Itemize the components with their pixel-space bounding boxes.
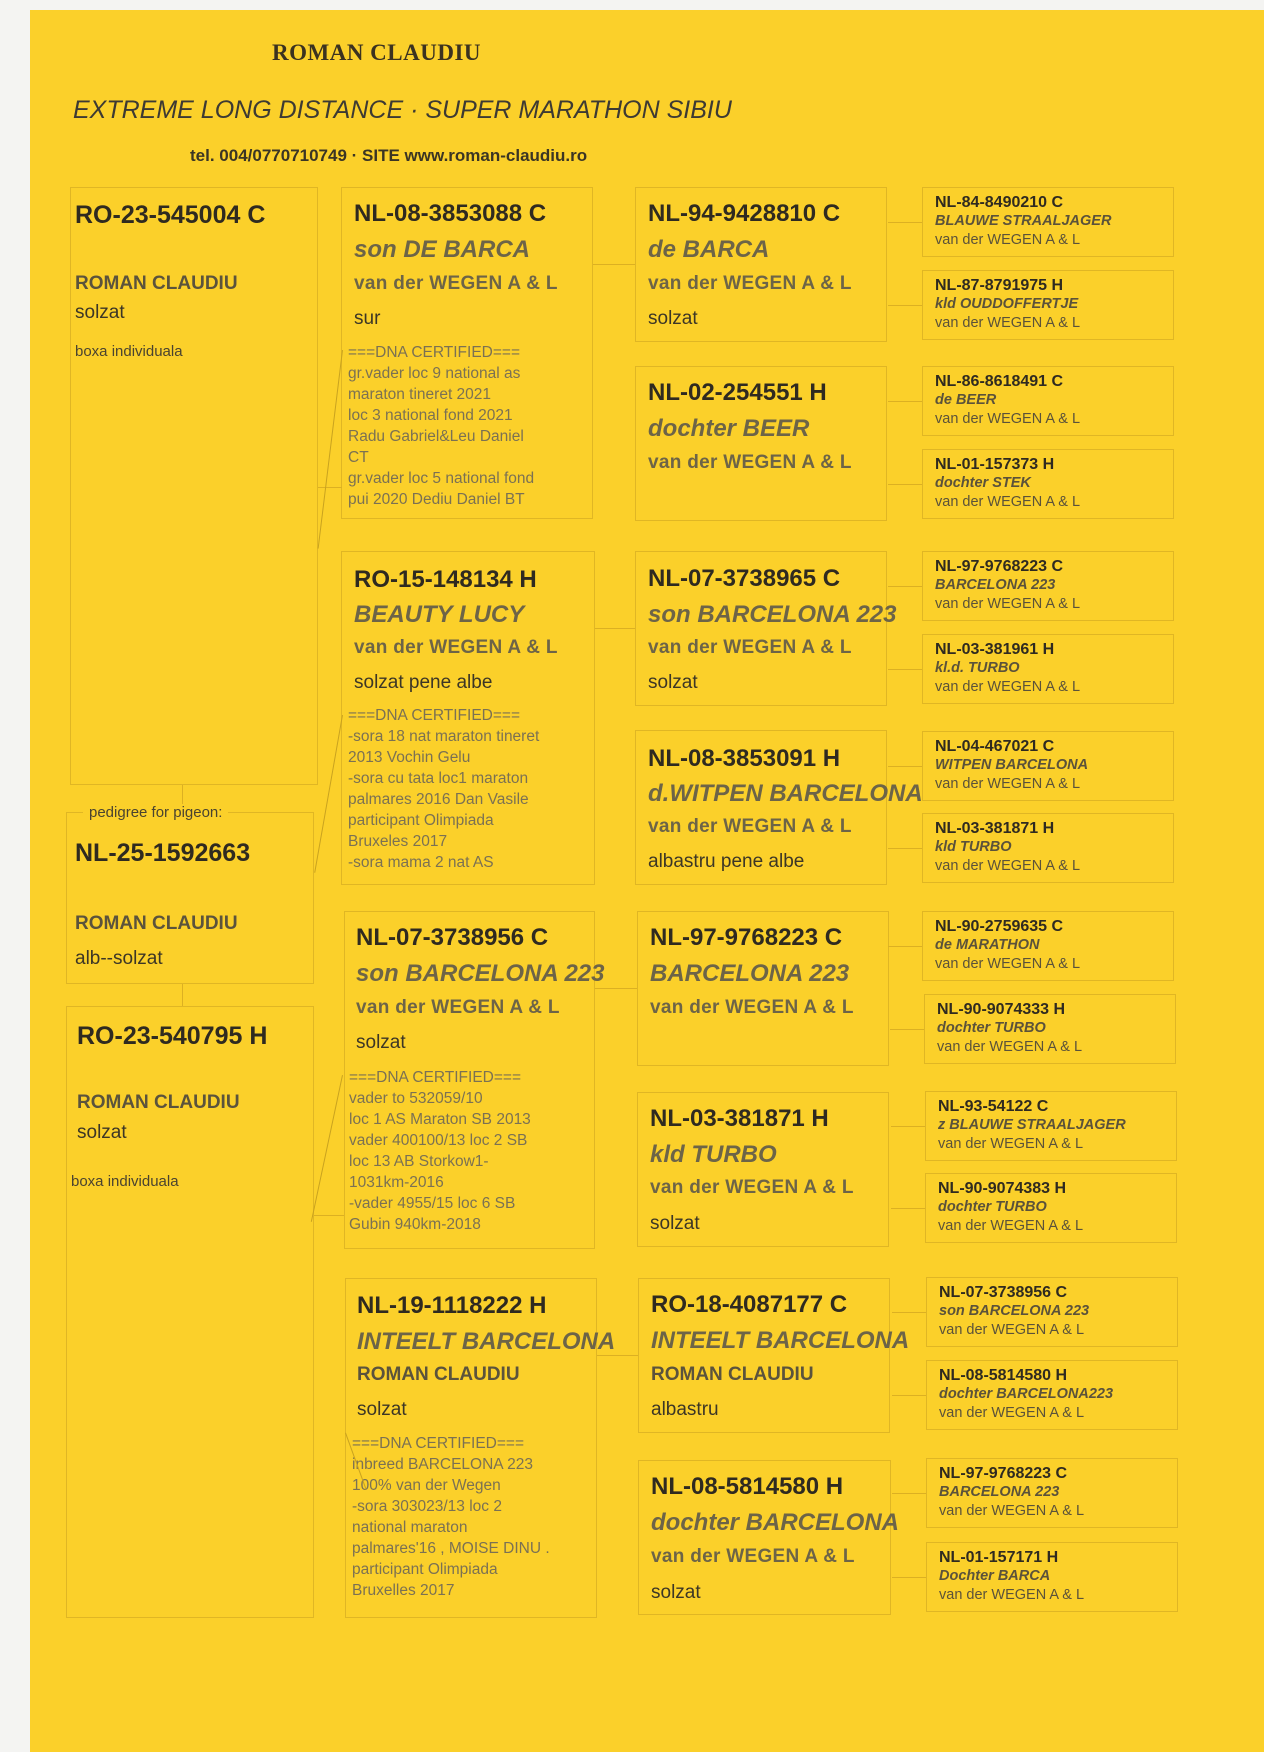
gen4-ring: NL-07-3738956 C (939, 1284, 1068, 1301)
subtitle: EXTREME LONG DISTANCE · SUPER MARATHON SIBIU (73, 96, 732, 124)
grandparent-name: INTEELT BARCELONA (357, 1328, 616, 1355)
gen4-breeder: van der WEGEN A & L (939, 1587, 1085, 1603)
gen4-name: dochter BARCELONA223 (939, 1386, 1114, 1402)
gen4-name: BARCELONA 223 (935, 577, 1056, 593)
gen4-box (922, 187, 1174, 257)
ggp-breeder: van der WEGEN A & L (648, 637, 852, 658)
gen4-box (922, 634, 1174, 704)
gen4-ring: NL-84-8490210 C (935, 194, 1064, 211)
ggp-ring: NL-08-3853091 H (648, 745, 841, 772)
gen4-breeder: van der WEGEN A & L (935, 858, 1081, 874)
gen4-ring: NL-90-9074383 H (938, 1180, 1067, 1197)
grandparent-box (344, 911, 605, 1249)
ggp-breeder: van der WEGEN A & L (648, 816, 852, 837)
ggp-ring: NL-07-3738965 C (648, 565, 841, 592)
ggp-breeder: ROMAN CLAUDIU (651, 1364, 814, 1385)
grandparent-breeder: van der WEGEN A & L (354, 273, 558, 294)
gen4-ring: NL-04-467021 C (935, 738, 1055, 755)
gen4-breeder: van der WEGEN A & L (939, 1405, 1085, 1421)
grandparent-breeder: van der WEGEN A & L (354, 637, 558, 658)
gen4-box (922, 911, 1174, 981)
gen4-ring: NL-01-157171 H (939, 1549, 1059, 1566)
gen4-name: z BLAUWE STRAALJAGER (938, 1117, 1126, 1133)
gen4-ring: NL-03-381961 H (935, 641, 1055, 658)
dam-ring: RO-23-540795 H (77, 1022, 268, 1050)
gen4-breeder: van der WEGEN A & L (935, 315, 1081, 331)
grandparent-notes: ===DNA CERTIFIED=== -sora 18 nat maraton tineret 2013 Vochin Gelu -sora cu tata loc1 maraton palmares 2016 Dan Vasile participant Olimpiada Bruxeles 2017 -sora mama 2 nat AS (348, 707, 540, 871)
gen4-ring: NL-90-2759635 C (935, 918, 1064, 935)
gen4-breeder: van der WEGEN A & L (935, 596, 1081, 612)
gen4-breeder: van der WEGEN A & L (935, 411, 1081, 427)
gen4-box (926, 1458, 1178, 1528)
ggp-name: BARCELONA 223 (650, 960, 850, 987)
gen4-breeder: van der WEGEN A & L (935, 679, 1081, 695)
sire-ring: RO-23-545004 C (75, 201, 266, 229)
contact-line: tel. 004/0770710749 · SITE www.roman-claudiu.ro (190, 146, 588, 165)
grandparent-color: solzat pene albe (354, 672, 493, 693)
gen4-box (924, 994, 1176, 1064)
gen4-ring: NL-08-5814580 H (939, 1367, 1068, 1384)
great-grandparent-box (635, 730, 923, 885)
grandparent-name: son DE BARCA (354, 236, 531, 263)
gen4-box (922, 366, 1174, 436)
great-grandparent-box (635, 187, 887, 342)
grandparent-box (345, 1278, 616, 1618)
gen4-name: de BEER (935, 392, 997, 408)
gen4-breeder: van der WEGEN A & L (939, 1503, 1085, 1519)
great-grandparent-box (637, 1092, 889, 1247)
grandparent-ring: NL-08-3853088 C (354, 200, 547, 227)
great-grandparent-box (638, 1278, 910, 1433)
grandparent-notes: ===DNA CERTIFIED=== gr.vader loc 9 national as maraton tineret 2021 loc 3 national fond 2021 Radu Gabriel&Leu Daniel CT gr.vader loc 5 national fond pui 2020 Dediu Daniel BT (348, 344, 535, 508)
gen4-ring: NL-90-9074333 H (937, 1001, 1066, 1018)
gen4-name: dochter STEK (935, 475, 1031, 491)
breeder-title: ROMAN CLAUDIU (272, 40, 482, 65)
subject-ring: NL-25-1592663 (75, 839, 251, 867)
grandparent-color: sur (354, 308, 381, 329)
sire-owner: ROMAN CLAUDIU (75, 273, 238, 294)
ggp-breeder: van der WEGEN A & L (648, 452, 852, 473)
gen4-name: de MARATHON (935, 937, 1040, 953)
ggp-breeder: van der WEGEN A & L (650, 997, 854, 1018)
great-grandparent-box (638, 1460, 900, 1615)
grandparent-ring: RO-15-148134 H (354, 566, 537, 593)
grandparent-color: solzat (357, 1399, 407, 1420)
grandparent-ring: NL-19-1118222 H (357, 1292, 547, 1319)
ggp-color: albastru pene albe (648, 851, 805, 872)
great-grandparent-box (637, 911, 889, 1066)
grandparent-color: solzat (356, 1032, 406, 1053)
dam-owner: ROMAN CLAUDIU (77, 1092, 240, 1113)
gen4-box (922, 731, 1174, 801)
ggp-ring: NL-02-254551 H (648, 379, 827, 406)
subject-box (66, 804, 314, 984)
sire-note: boxa individuala (75, 343, 183, 360)
ggp-name: de BARCA (648, 236, 770, 263)
gen4-ring: NL-93-54122 C (938, 1098, 1049, 1115)
ggp-name: dochter BARCELONA (651, 1509, 900, 1536)
ggp-color: solzat (651, 1582, 701, 1603)
gen4-box (922, 551, 1174, 621)
ggp-color: solzat (650, 1213, 700, 1234)
ggp-color: solzat (648, 308, 698, 329)
grandparent-ring: NL-07-3738956 C (356, 924, 549, 951)
gen4-name: kld OUDDOFFERTJE (935, 296, 1079, 312)
grandparent-name: son BARCELONA 223 (356, 960, 605, 987)
gen4-box (922, 449, 1174, 519)
gen4-breeder: van der WEGEN A & L (935, 956, 1081, 972)
gen4-ring: NL-87-8791975 H (935, 277, 1064, 294)
ggp-ring: NL-94-9428810 C (648, 200, 841, 227)
subject-owner: ROMAN CLAUDIU (75, 913, 238, 934)
ggp-ring: NL-97-9768223 C (650, 924, 843, 951)
gen4-name: dochter TURBO (938, 1199, 1047, 1215)
gen4-ring: NL-86-8618491 C (935, 373, 1064, 390)
gen4-breeder: van der WEGEN A & L (935, 776, 1081, 792)
sire-box (70, 187, 318, 785)
gen4-name: BARCELONA 223 (939, 1484, 1060, 1500)
grandparent-notes: ===DNA CERTIFIED=== vader to 532059/10 loc 1 AS Maraton SB 2013 vader 400100/13 loc 2 SB loc 13 AB Storkow1- 1031km-2016 -vader 4955/15 loc 6 SB Gubin 940km-2018 (349, 1069, 531, 1233)
gen4-breeder: van der WEGEN A & L (938, 1218, 1084, 1234)
gen4-breeder: van der WEGEN A & L (939, 1322, 1085, 1338)
ggp-color: albastru (651, 1399, 719, 1420)
gen4-box (922, 813, 1174, 883)
gen4-name: kl.d. TURBO (935, 660, 1020, 676)
grandparent-name: BEAUTY LUCY (354, 601, 525, 628)
grandparent-box (341, 187, 593, 519)
ggp-ring: NL-03-381871 H (650, 1105, 829, 1132)
ggp-name: kld TURBO (650, 1141, 777, 1168)
gen4-name: dochter TURBO (937, 1020, 1046, 1036)
great-grandparent-box (635, 366, 887, 521)
pedigree-label: pedigree for pigeon: (83, 804, 228, 821)
gen4-name: son BARCELONA 223 (939, 1303, 1090, 1319)
ggp-breeder: van der WEGEN A & L (648, 273, 852, 294)
ggp-color: solzat (648, 672, 698, 693)
gen4-ring: NL-97-9768223 C (939, 1465, 1068, 1482)
grandparent-breeder: van der WEGEN A & L (356, 997, 560, 1018)
gen4-ring: NL-03-381871 H (935, 820, 1055, 837)
ggp-ring: RO-18-4087177 C (651, 1291, 848, 1318)
gen4-name: kld TURBO (935, 839, 1012, 855)
gen4-breeder: van der WEGEN A & L (938, 1136, 1084, 1152)
ggp-breeder: van der WEGEN A & L (650, 1177, 854, 1198)
ggp-name: son BARCELONA 223 (648, 601, 897, 628)
gen4-name: WITPEN BARCELONA (935, 757, 1089, 773)
grandparent-breeder: ROMAN CLAUDIU (357, 1364, 520, 1385)
gen4-box (922, 270, 1174, 340)
great-grandparent-box (635, 551, 897, 706)
gen4-ring: NL-01-157373 H (935, 456, 1055, 473)
gen4-name: BLAUWE STRAALJAGER (935, 213, 1112, 229)
gen4-box (926, 1360, 1178, 1430)
gen4-breeder: van der WEGEN A & L (937, 1039, 1083, 1055)
dam-box (66, 1006, 314, 1618)
ggp-breeder: van der WEGEN A & L (651, 1546, 855, 1567)
ggp-name: d.WITPEN BARCELONA (648, 780, 923, 807)
grandparent-box (341, 551, 595, 885)
dam-note: boxa individuala (71, 1173, 179, 1190)
gen4-name: Dochter BARCA (939, 1568, 1051, 1584)
grandparent-notes: ===DNA CERTIFIED=== inbreed BARCELONA 223 100% van der Wegen -sora 303023/13 loc 2 national maraton palmares'16 , MOISE DINU . participant Olimpiada Bruxelles 2017 (352, 1435, 550, 1599)
gen4-box (926, 1542, 1178, 1612)
sire-color: solzat (75, 302, 125, 323)
ggp-ring: NL-08-5814580 H (651, 1473, 844, 1500)
ggp-name: dochter BEER (648, 415, 810, 442)
dam-color: solzat (77, 1122, 127, 1143)
gen4-ring: NL-97-9768223 C (935, 558, 1064, 575)
gen4-box (926, 1277, 1178, 1347)
gen4-box (925, 1091, 1177, 1161)
ggp-name: INTEELT BARCELONA (651, 1327, 910, 1354)
subject-color: alb--solzat (75, 948, 163, 969)
gen4-breeder: van der WEGEN A & L (935, 232, 1081, 248)
gen4-breeder: van der WEGEN A & L (935, 494, 1081, 510)
gen4-box (925, 1173, 1177, 1243)
